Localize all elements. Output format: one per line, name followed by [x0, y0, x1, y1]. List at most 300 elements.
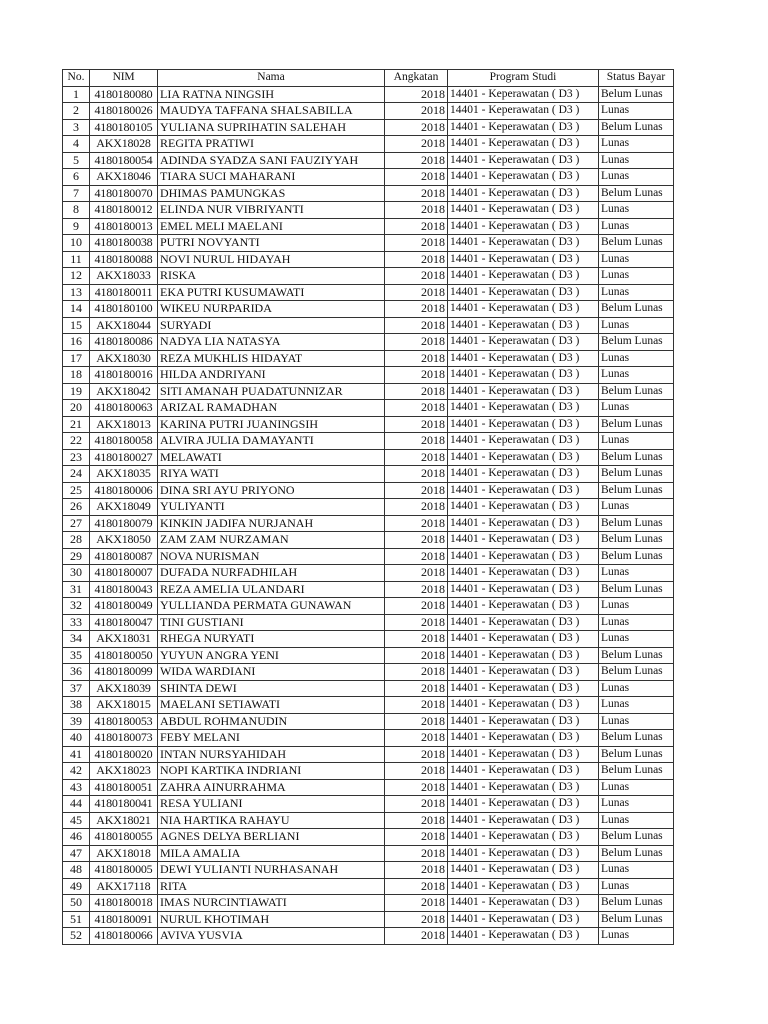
table-row [63, 812, 674, 829]
cell-no: 30 [63, 565, 90, 582]
cell-nama: NOVA NURISMAN [158, 548, 385, 565]
cell-no: 25 [63, 482, 90, 499]
cell-nim: 4180180079 [90, 515, 158, 532]
cell-program-studi: 14401 - Keperawatan ( D3 ) [448, 103, 599, 120]
cell-nama: NIA HARTIKA RAHAYU [158, 812, 385, 829]
cell-no: 12 [63, 268, 90, 285]
cell-angkatan: 2018 [385, 251, 448, 268]
cell-angkatan: 2018 [385, 664, 448, 681]
cell-angkatan: 2018 [385, 317, 448, 334]
cell-no: 42 [63, 763, 90, 780]
cell-nim: 4180180013 [90, 218, 158, 235]
cell-nim: 4180180027 [90, 449, 158, 466]
cell-no: 50 [63, 895, 90, 912]
cell-status-bayar: Lunas [599, 631, 674, 648]
cell-no: 10 [63, 235, 90, 252]
cell-no: 47 [63, 845, 90, 862]
cell-no: 6 [63, 169, 90, 186]
cell-no: 49 [63, 878, 90, 895]
cell-no: 41 [63, 746, 90, 763]
table-row [63, 169, 674, 186]
cell-angkatan: 2018 [385, 499, 448, 516]
cell-nama: NADYA LIA NATASYA [158, 334, 385, 351]
cell-nama: FEBY MELANI [158, 730, 385, 747]
cell-no: 39 [63, 713, 90, 730]
cell-program-studi: 14401 - Keperawatan ( D3 ) [448, 845, 599, 862]
cell-no: 8 [63, 202, 90, 219]
cell-no: 31 [63, 581, 90, 598]
cell-nama: YULIYANTI [158, 499, 385, 516]
table-row [63, 647, 674, 664]
table-row [63, 284, 674, 301]
cell-no: 51 [63, 911, 90, 928]
cell-program-studi: 14401 - Keperawatan ( D3 ) [448, 713, 599, 730]
cell-angkatan: 2018 [385, 169, 448, 186]
cell-nim: 4180180070 [90, 185, 158, 202]
cell-status-bayar: Lunas [599, 202, 674, 219]
cell-nim: AKX18044 [90, 317, 158, 334]
cell-angkatan: 2018 [385, 548, 448, 565]
cell-angkatan: 2018 [385, 136, 448, 153]
cell-status-bayar: Lunas [599, 169, 674, 186]
cell-status-bayar: Belum Lunas [599, 466, 674, 483]
table-row [63, 482, 674, 499]
cell-program-studi: 14401 - Keperawatan ( D3 ) [448, 878, 599, 895]
cell-nim: 4180180086 [90, 334, 158, 351]
cell-angkatan: 2018 [385, 119, 448, 136]
cell-nama: ZAM ZAM NURZAMAN [158, 532, 385, 549]
cell-nama: ABDUL ROHMANUDIN [158, 713, 385, 730]
cell-nim: AKX18031 [90, 631, 158, 648]
cell-nim: AKX18035 [90, 466, 158, 483]
cell-program-studi: 14401 - Keperawatan ( D3 ) [448, 317, 599, 334]
cell-nim: 4180180087 [90, 548, 158, 565]
table-row [63, 350, 674, 367]
cell-angkatan: 2018 [385, 152, 448, 169]
cell-nama: DUFADA NURFADHILAH [158, 565, 385, 582]
table-row [63, 367, 674, 384]
cell-no: 48 [63, 862, 90, 879]
cell-status-bayar: Lunas [599, 862, 674, 879]
table-row [63, 532, 674, 549]
cell-angkatan: 2018 [385, 367, 448, 384]
cell-no: 2 [63, 103, 90, 120]
cell-nama: YULLIANDA PERMATA GUNAWAN [158, 598, 385, 615]
table-row [63, 730, 674, 747]
table-row [63, 433, 674, 450]
cell-nim: 4180180050 [90, 647, 158, 664]
cell-program-studi: 14401 - Keperawatan ( D3 ) [448, 268, 599, 285]
cell-program-studi: 14401 - Keperawatan ( D3 ) [448, 218, 599, 235]
cell-status-bayar: Belum Lunas [599, 515, 674, 532]
cell-angkatan: 2018 [385, 515, 448, 532]
cell-no: 32 [63, 598, 90, 615]
cell-program-studi: 14401 - Keperawatan ( D3 ) [448, 235, 599, 252]
cell-no: 37 [63, 680, 90, 697]
cell-no: 45 [63, 812, 90, 829]
cell-nama: LIA RATNA NINGSIH [158, 86, 385, 103]
cell-program-studi: 14401 - Keperawatan ( D3 ) [448, 482, 599, 499]
cell-nama: RHEGA NURYATI [158, 631, 385, 648]
cell-program-studi: 14401 - Keperawatan ( D3 ) [448, 647, 599, 664]
cell-no: 11 [63, 251, 90, 268]
cell-status-bayar: Lunas [599, 928, 674, 945]
cell-no: 13 [63, 284, 90, 301]
cell-program-studi: 14401 - Keperawatan ( D3 ) [448, 499, 599, 516]
cell-nama: NURUL KHOTIMAH [158, 911, 385, 928]
cell-angkatan: 2018 [385, 449, 448, 466]
cell-nama: ARIZAL RAMADHAN [158, 400, 385, 417]
cell-program-studi: 14401 - Keperawatan ( D3 ) [448, 829, 599, 846]
cell-angkatan: 2018 [385, 185, 448, 202]
cell-no: 3 [63, 119, 90, 136]
cell-no: 40 [63, 730, 90, 747]
cell-angkatan: 2018 [385, 103, 448, 120]
cell-program-studi: 14401 - Keperawatan ( D3 ) [448, 383, 599, 400]
cell-no: 22 [63, 433, 90, 450]
cell-nama: TINI GUSTIANI [158, 614, 385, 631]
table-row [63, 136, 674, 153]
cell-angkatan: 2018 [385, 268, 448, 285]
cell-angkatan: 2018 [385, 482, 448, 499]
cell-angkatan: 2018 [385, 713, 448, 730]
cell-program-studi: 14401 - Keperawatan ( D3 ) [448, 763, 599, 780]
cell-status-bayar: Belum Lunas [599, 301, 674, 318]
table-row [63, 400, 674, 417]
cell-nama: IMAS NURCINTIAWATI [158, 895, 385, 912]
table-row [63, 466, 674, 483]
cell-nama: NOVI NURUL HIDAYAH [158, 251, 385, 268]
cell-status-bayar: Lunas [599, 796, 674, 813]
cell-program-studi: 14401 - Keperawatan ( D3 ) [448, 631, 599, 648]
cell-status-bayar: Belum Lunas [599, 746, 674, 763]
cell-angkatan: 2018 [385, 862, 448, 879]
cell-status-bayar: Belum Lunas [599, 383, 674, 400]
table-row [63, 845, 674, 862]
table-row [63, 862, 674, 879]
table-row [63, 86, 674, 103]
cell-nama: ALVIRA JULIA DAMAYANTI [158, 433, 385, 450]
cell-no: 24 [63, 466, 90, 483]
cell-no: 46 [63, 829, 90, 846]
cell-nama: YUYUN ANGRA YENI [158, 647, 385, 664]
cell-status-bayar: Lunas [599, 779, 674, 796]
cell-nama: SITI AMANAH PUADATUNNIZAR [158, 383, 385, 400]
cell-nim: 4180180041 [90, 796, 158, 813]
cell-no: 17 [63, 350, 90, 367]
cell-status-bayar: Lunas [599, 367, 674, 384]
cell-nim: AKX18042 [90, 383, 158, 400]
cell-status-bayar: Lunas [599, 251, 674, 268]
cell-status-bayar: Lunas [599, 713, 674, 730]
cell-nama: MELAWATI [158, 449, 385, 466]
cell-angkatan: 2018 [385, 779, 448, 796]
cell-nim: 4180180063 [90, 400, 158, 417]
cell-angkatan: 2018 [385, 812, 448, 829]
cell-status-bayar: Lunas [599, 350, 674, 367]
cell-nama: MAUDYA TAFFANA SHALSABILLA [158, 103, 385, 120]
cell-status-bayar: Lunas [599, 614, 674, 631]
table-row [63, 334, 674, 351]
cell-status-bayar: Lunas [599, 218, 674, 235]
cell-no: 14 [63, 301, 90, 318]
cell-angkatan: 2018 [385, 466, 448, 483]
table-row [63, 548, 674, 565]
table-row [63, 565, 674, 582]
cell-no: 43 [63, 779, 90, 796]
cell-nim: 4180180058 [90, 433, 158, 450]
cell-nim: 4180180026 [90, 103, 158, 120]
cell-status-bayar: Belum Lunas [599, 664, 674, 681]
cell-no: 23 [63, 449, 90, 466]
cell-status-bayar: Belum Lunas [599, 235, 674, 252]
cell-no: 21 [63, 416, 90, 433]
student-payment-table [62, 69, 674, 945]
cell-nim: AKX18049 [90, 499, 158, 516]
cell-program-studi: 14401 - Keperawatan ( D3 ) [448, 185, 599, 202]
cell-program-studi: 14401 - Keperawatan ( D3 ) [448, 169, 599, 186]
cell-angkatan: 2018 [385, 746, 448, 763]
cell-angkatan: 2018 [385, 680, 448, 697]
cell-nama: REZA MUKHLIS HIDAYAT [158, 350, 385, 367]
cell-program-studi: 14401 - Keperawatan ( D3 ) [448, 251, 599, 268]
cell-nama: INTAN NURSYAHIDAH [158, 746, 385, 763]
cell-angkatan: 2018 [385, 416, 448, 433]
cell-no: 15 [63, 317, 90, 334]
cell-angkatan: 2018 [385, 845, 448, 862]
cell-no: 33 [63, 614, 90, 631]
cell-nim: 4180180047 [90, 614, 158, 631]
cell-angkatan: 2018 [385, 532, 448, 549]
table-row [63, 779, 674, 796]
cell-status-bayar: Lunas [599, 152, 674, 169]
cell-angkatan: 2018 [385, 598, 448, 615]
cell-nim: AKX17118 [90, 878, 158, 895]
cell-nim: AKX18039 [90, 680, 158, 697]
cell-status-bayar: Belum Lunas [599, 829, 674, 846]
cell-status-bayar: Belum Lunas [599, 416, 674, 433]
table-row [63, 119, 674, 136]
table-row [63, 416, 674, 433]
cell-nim: 4180180091 [90, 911, 158, 928]
cell-status-bayar: Belum Lunas [599, 449, 674, 466]
table-row [63, 235, 674, 252]
cell-nama: KINKIN JADIFA NURJANAH [158, 515, 385, 532]
cell-angkatan: 2018 [385, 928, 448, 945]
cell-program-studi: 14401 - Keperawatan ( D3 ) [448, 334, 599, 351]
cell-angkatan: 2018 [385, 829, 448, 846]
cell-program-studi: 14401 - Keperawatan ( D3 ) [448, 515, 599, 532]
table-row [63, 499, 674, 516]
cell-program-studi: 14401 - Keperawatan ( D3 ) [448, 548, 599, 565]
cell-no: 4 [63, 136, 90, 153]
cell-no: 20 [63, 400, 90, 417]
header-nim: NIM [90, 70, 158, 87]
table-row [63, 878, 674, 895]
table-row [63, 251, 674, 268]
cell-program-studi: 14401 - Keperawatan ( D3 ) [448, 416, 599, 433]
cell-angkatan: 2018 [385, 581, 448, 598]
cell-status-bayar: Lunas [599, 317, 674, 334]
cell-status-bayar: Belum Lunas [599, 482, 674, 499]
cell-status-bayar: Lunas [599, 499, 674, 516]
cell-nama: MAELANI SETIAWATI [158, 697, 385, 714]
cell-status-bayar: Lunas [599, 433, 674, 450]
cell-program-studi: 14401 - Keperawatan ( D3 ) [448, 301, 599, 318]
cell-nama: RISKA [158, 268, 385, 285]
header-row [63, 70, 674, 87]
table-row [63, 713, 674, 730]
cell-nim: 4180180016 [90, 367, 158, 384]
cell-status-bayar: Belum Lunas [599, 581, 674, 598]
cell-program-studi: 14401 - Keperawatan ( D3 ) [448, 796, 599, 813]
cell-nama: REZA AMELIA ULANDARI [158, 581, 385, 598]
table-row [63, 680, 674, 697]
cell-program-studi: 14401 - Keperawatan ( D3 ) [448, 664, 599, 681]
cell-program-studi: 14401 - Keperawatan ( D3 ) [448, 862, 599, 879]
table-row [63, 829, 674, 846]
cell-nim: 4180180049 [90, 598, 158, 615]
cell-status-bayar: Lunas [599, 103, 674, 120]
cell-nim: 4180180006 [90, 482, 158, 499]
cell-nama: KARINA PUTRI JUANINGSIH [158, 416, 385, 433]
cell-status-bayar: Lunas [599, 400, 674, 417]
cell-angkatan: 2018 [385, 284, 448, 301]
cell-status-bayar: Lunas [599, 697, 674, 714]
cell-program-studi: 14401 - Keperawatan ( D3 ) [448, 697, 599, 714]
cell-nim: AKX18021 [90, 812, 158, 829]
table-row [63, 598, 674, 615]
cell-nim: 4180180099 [90, 664, 158, 681]
cell-status-bayar: Lunas [599, 565, 674, 582]
table-body [63, 86, 674, 944]
cell-nama: REGITA PRATIWI [158, 136, 385, 153]
cell-no: 18 [63, 367, 90, 384]
header-nama: Nama [158, 70, 385, 87]
cell-status-bayar: Lunas [599, 268, 674, 285]
cell-program-studi: 14401 - Keperawatan ( D3 ) [448, 136, 599, 153]
cell-nim: AKX18050 [90, 532, 158, 549]
cell-angkatan: 2018 [385, 697, 448, 714]
cell-status-bayar: Belum Lunas [599, 845, 674, 862]
cell-status-bayar: Belum Lunas [599, 119, 674, 136]
cell-program-studi: 14401 - Keperawatan ( D3 ) [448, 86, 599, 103]
cell-no: 26 [63, 499, 90, 516]
cell-status-bayar: Lunas [599, 598, 674, 615]
cell-nama: EMEL MELI MAELANI [158, 218, 385, 235]
cell-program-studi: 14401 - Keperawatan ( D3 ) [448, 433, 599, 450]
cell-nim: AKX18046 [90, 169, 158, 186]
cell-program-studi: 14401 - Keperawatan ( D3 ) [448, 730, 599, 747]
cell-angkatan: 2018 [385, 400, 448, 417]
cell-no: 28 [63, 532, 90, 549]
cell-nim: 4180180043 [90, 581, 158, 598]
header-angkatan: Angkatan [385, 70, 448, 87]
table-row [63, 515, 674, 532]
table-row [63, 614, 674, 631]
cell-nim: AKX18018 [90, 845, 158, 862]
cell-nama: NOPI KARTIKA INDRIANI [158, 763, 385, 780]
cell-status-bayar: Lunas [599, 680, 674, 697]
cell-no: 35 [63, 647, 90, 664]
cell-angkatan: 2018 [385, 796, 448, 813]
header-status-bayar: Status Bayar [599, 70, 674, 87]
cell-angkatan: 2018 [385, 202, 448, 219]
cell-no: 16 [63, 334, 90, 351]
cell-nama: WIKEU NURPARIDA [158, 301, 385, 318]
cell-nama: SURYADI [158, 317, 385, 334]
cell-angkatan: 2018 [385, 878, 448, 895]
table-header [63, 70, 674, 87]
cell-angkatan: 2018 [385, 383, 448, 400]
cell-nama: AGNES DELYA BERLIANI [158, 829, 385, 846]
cell-angkatan: 2018 [385, 763, 448, 780]
cell-program-studi: 14401 - Keperawatan ( D3 ) [448, 895, 599, 912]
cell-nama: AVIVA YUSVIA [158, 928, 385, 945]
cell-nim: 4180180051 [90, 779, 158, 796]
cell-program-studi: 14401 - Keperawatan ( D3 ) [448, 367, 599, 384]
table-row [63, 449, 674, 466]
cell-angkatan: 2018 [385, 301, 448, 318]
table-row [63, 763, 674, 780]
cell-status-bayar: Belum Lunas [599, 86, 674, 103]
table-row [63, 383, 674, 400]
cell-no: 27 [63, 515, 90, 532]
cell-angkatan: 2018 [385, 334, 448, 351]
cell-nim: 4180180011 [90, 284, 158, 301]
cell-no: 44 [63, 796, 90, 813]
cell-program-studi: 14401 - Keperawatan ( D3 ) [448, 152, 599, 169]
cell-nim: 4180180005 [90, 862, 158, 879]
cell-nim: AKX18028 [90, 136, 158, 153]
table-row [63, 664, 674, 681]
cell-nim: 4180180007 [90, 565, 158, 582]
cell-nama: WIDA WARDIANI [158, 664, 385, 681]
table-row [63, 697, 674, 714]
cell-nama: EKA PUTRI KUSUMAWATI [158, 284, 385, 301]
cell-status-bayar: Belum Lunas [599, 334, 674, 351]
table-row [63, 152, 674, 169]
cell-nama: RIYA WATI [158, 466, 385, 483]
cell-nim: 4180180054 [90, 152, 158, 169]
cell-program-studi: 14401 - Keperawatan ( D3 ) [448, 466, 599, 483]
cell-angkatan: 2018 [385, 86, 448, 103]
cell-nim: AKX18015 [90, 697, 158, 714]
cell-program-studi: 14401 - Keperawatan ( D3 ) [448, 565, 599, 582]
cell-angkatan: 2018 [385, 631, 448, 648]
cell-no: 5 [63, 152, 90, 169]
cell-nama: ZAHRA AINURRAHMA [158, 779, 385, 796]
cell-program-studi: 14401 - Keperawatan ( D3 ) [448, 400, 599, 417]
cell-program-studi: 14401 - Keperawatan ( D3 ) [448, 911, 599, 928]
cell-nama: DEWI YULIANTI NURHASANAH [158, 862, 385, 879]
cell-program-studi: 14401 - Keperawatan ( D3 ) [448, 614, 599, 631]
cell-status-bayar: Lunas [599, 878, 674, 895]
table-row [63, 631, 674, 648]
cell-no: 9 [63, 218, 90, 235]
cell-nim: 4180180073 [90, 730, 158, 747]
cell-status-bayar: Lunas [599, 812, 674, 829]
cell-nama: ADINDA SYADZA SANI FAUZIYYAH [158, 152, 385, 169]
cell-program-studi: 14401 - Keperawatan ( D3 ) [448, 284, 599, 301]
cell-status-bayar: Belum Lunas [599, 895, 674, 912]
cell-nim: AKX18013 [90, 416, 158, 433]
table-row [63, 185, 674, 202]
cell-nim: 4180180012 [90, 202, 158, 219]
cell-nama: PUTRI NOVYANTI [158, 235, 385, 252]
cell-nama: YULIANA SUPRIHATIN SALEHAH [158, 119, 385, 136]
cell-angkatan: 2018 [385, 235, 448, 252]
